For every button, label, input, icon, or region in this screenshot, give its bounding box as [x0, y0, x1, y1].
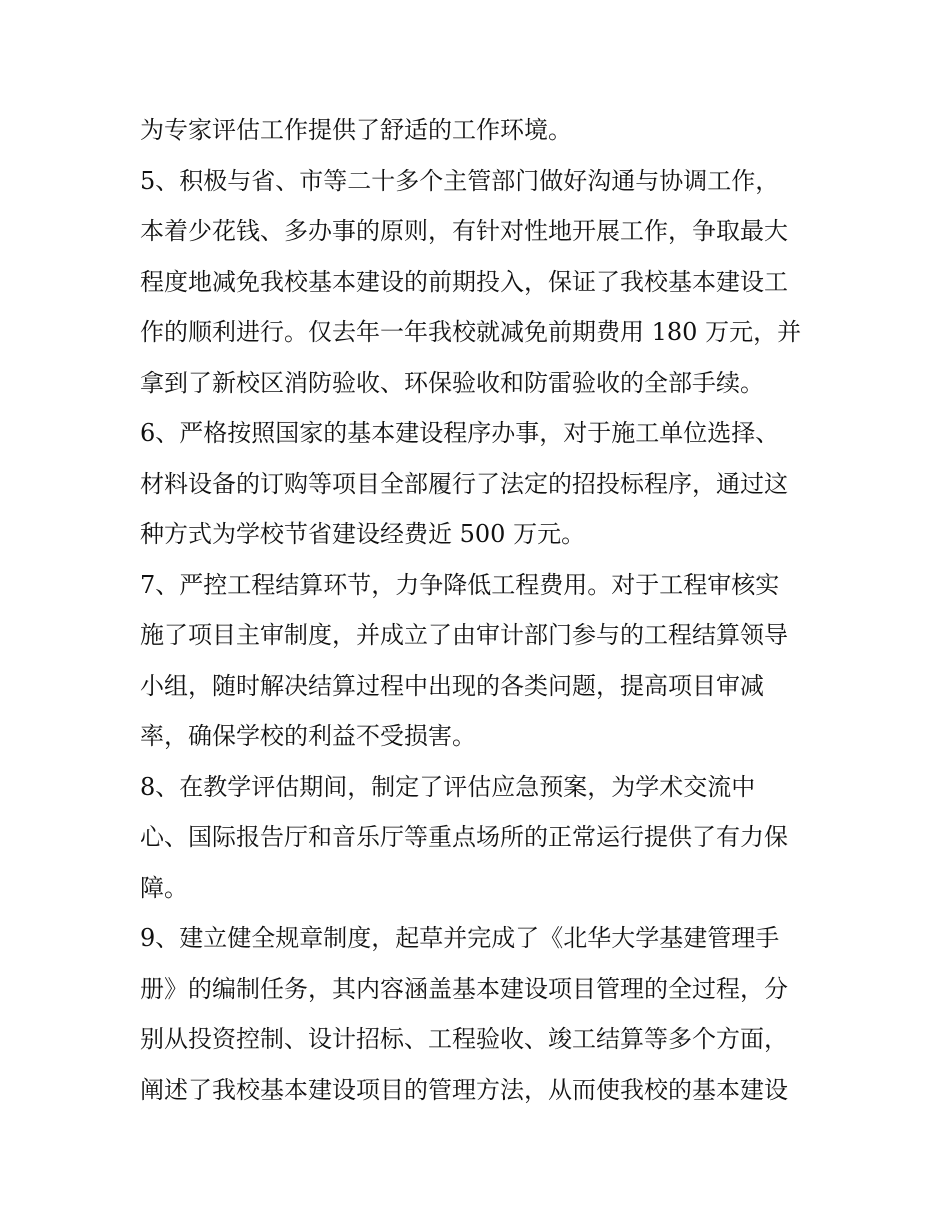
- text-line: 本着少花钱、多办事的原则，有针对性地开展工作，争取最大: [140, 217, 788, 245]
- text-line: 册》的编制任务，其内容涵盖基本建设项目管理的全过程，分: [140, 975, 788, 1003]
- text-line: 率，确保学校的利益不受损害。: [140, 722, 476, 750]
- text-line: 施了项目主审制度，并成立了由审计部门参与的工程结算领导: [140, 621, 788, 649]
- text-line: 阐述了我校基本建设项目的管理方法，从而使我校的基本建设: [140, 1076, 788, 1104]
- text-line: 5、积极与省、市等二十多个主管部门做好沟通与协调工作，: [140, 167, 780, 195]
- text-line: 作的顺利进行。仅去年一年我校就减免前期费用 180 万元，并: [140, 318, 802, 346]
- text-line: 心、国际报告厅和音乐厅等重点场所的正常运行提供了有力保: [140, 823, 788, 851]
- text-line: 拿到了新校区消防验收、环保验收和防雷验收的全部手续。: [140, 369, 764, 397]
- text-line: 别从投资控制、设计招标、工程验收、竣工结算等多个方面，: [140, 1025, 788, 1053]
- text-line: 为专家评估工作提供了舒适的工作环境。: [140, 116, 572, 144]
- text-line: 小组，随时解决结算过程中出现的各类问题，提高项目审减: [140, 672, 764, 700]
- text-line: 程度地减免我校基本建设的前期投入，保证了我校基本建设工: [140, 268, 788, 296]
- text-line: 7、严控工程结算环节，力争降低工程费用。对于工程审核实: [140, 571, 780, 599]
- text-line: 障。: [140, 874, 188, 902]
- text-line: 8、在教学评估期间，制定了评估应急预案，为学术交流中: [140, 773, 756, 801]
- text-line: 6、严格按照国家的基本建设程序办事，对于施工单位选择、: [140, 419, 780, 447]
- text-line: 9、建立健全规章制度，起草并完成了《北华大学基建管理手: [140, 924, 780, 952]
- text-line: 材料设备的订购等项目全部履行了法定的招投标程序，通过这: [140, 470, 788, 498]
- text-line: 种方式为学校节省建设经费近 500 万元。: [140, 520, 586, 548]
